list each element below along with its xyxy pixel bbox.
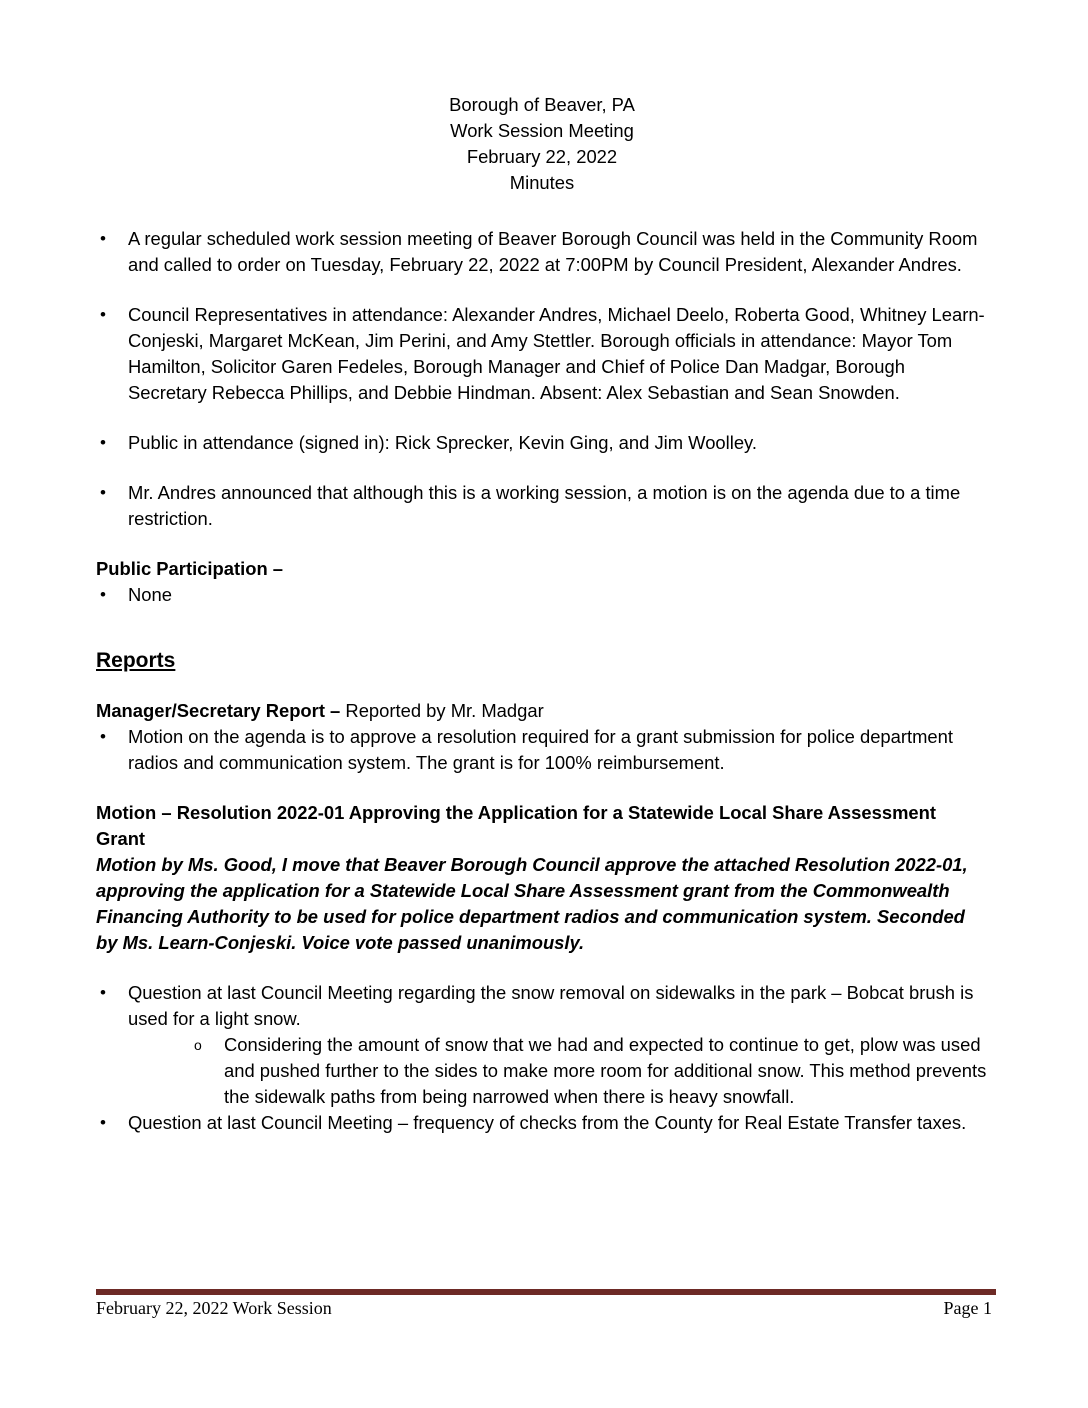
reports-heading: Reports (96, 649, 176, 672)
public-participation-item: • None (96, 582, 988, 608)
header-minutes: Minutes (509, 172, 575, 193)
bullet-call-to-order: • A regular scheduled work session meeting of Beaver Borough Council was held in the Community Room and called to order on Tuesday, February 22, 2022 at 7:00PM by Council President, Alexander Andres. (96, 226, 988, 278)
question-snow-removal: • Question at last Council Meeting regarding the snow removal on sidewalks in the park – Bobcat brush is used for a light snow. (96, 980, 988, 1032)
footer-page-number: Page 1 (943, 1298, 992, 1318)
bullet-attendance: • Council Representatives in attendance: Alexander Andres, Michael Deelo, Roberta Good, Whitney Learn-Conjeski, Margaret McKean, Jim Perini, and Amy Stettler. Borough officials in attendance: Mayor Tom Hamilton, Solicitor Garen Fedeles, Borough Manager and Chief of Police Dan Madgar, Borough Secretary Rebecca Phillips, and Debbie Hindman. Absent: Alex Sebastian and Sean Snowden. (96, 302, 988, 406)
question-snow-removal-detail: o Considering the amount of snow that we had and expected to continue to get, plow was used and pushed further to the sides to make more room for additional snow. This method prevents the sidewalk paths from being narrowed when there is heavy snowfall. (96, 1032, 988, 1110)
manager-report-line (96, 698, 988, 724)
header-date: February 22, 2022 (466, 146, 618, 167)
manager-report-bullet: • Motion on the agenda is to approve a resolution required for a grant submission for police department radios and communication system. The grant is for 100% reimbursement. (96, 724, 988, 776)
bullet-announcement: • Mr. Andres announced that although this is a working session, a motion is on the agenda due to a time restriction. (96, 480, 988, 532)
header-borough: Borough of Beaver, PA (449, 94, 635, 115)
manager-report-heading: Manager/Secretary Report – (96, 700, 341, 721)
public-participation-heading: Public Participation – (96, 558, 284, 579)
footer-title: February 22, 2022 Work Session (96, 1298, 332, 1318)
manager-report-by: Reported by Mr. Madgar (340, 700, 544, 721)
footer-rule (96, 1289, 996, 1295)
header-meeting: Work Session Meeting (450, 120, 634, 141)
question-transfer-taxes: • Question at last Council Meeting – frequency of checks from the County for Real Estate Transfer taxes. (96, 1110, 988, 1136)
motion-text: Motion by Ms. Good, I move that Beaver Borough Council approve the attached Resolution 2022-01, approving the application for a Statewide Local Share Assessment grant from the Commonwealth Financing Authority to be used for police department radios and communication system. Seconded by Ms. Learn-Conjeski. Voice vote passed unanimously. (96, 854, 968, 953)
bullet-public-attendance: • Public in attendance (signed in): Rick Sprecker, Kevin Ging, and Jim Woolley. (96, 430, 988, 456)
document-header (96, 92, 988, 196)
page-footer (96, 1298, 992, 1319)
document-page (96, 92, 988, 1136)
motion-heading: Motion – Resolution 2022-01 Approving the Application for a Statewide Local Share Assessment Grant (96, 802, 937, 849)
